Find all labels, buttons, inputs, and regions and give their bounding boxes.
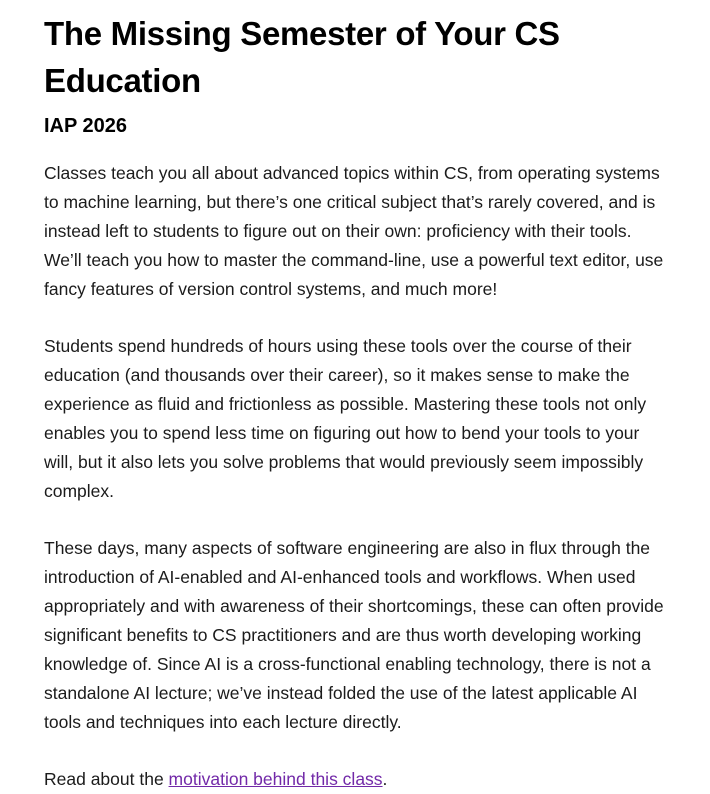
- tools-benefit-paragraph: Students spend hundreds of hours using these tools over the course of their education (and thousands over their career), so it makes sense to make the experience as fluid and frictionless as possible. Mastering these tools not only enables you to spend less time on figuring out how to bend your tools to your will, but it also lets you solve problems that would previously seem impossibly complex.: [44, 336, 647, 501]
- closing-line-prefix: Read about the: [44, 769, 169, 789]
- motivation-link[interactable]: motivation behind this class: [168, 769, 383, 789]
- page-title: The Missing Semester of Your CS Education: [44, 15, 560, 99]
- ai-tools-paragraph: These days, many aspects of software engineering are also in flux through the introduction of AI-enabled and AI-enhanced tools and workflows. When used appropriately and with awareness of their shortcomings, these can often provide significant benefits to CS practitioners and are thus worth developing working knowledge of. Since AI is a cross-functional enabling technology, there is not a standalone AI lecture; we’ve instead folded the use of the latest applicable AI tools and techniques into each lecture directly.: [44, 538, 664, 732]
- closing-line: [44, 765, 666, 794]
- intro-paragraph: Classes teach you all about advanced topics within CS, from operating systems to machine learning, but there’s one critical subject that’s rarely covered, and is instead left to students to figure out on their own: proficiency with their tools. We’ll teach you how to master the command-line, use a powerful text editor, use fancy features of version control systems, and much more!: [44, 163, 664, 299]
- closing-line-suffix: .: [382, 769, 388, 789]
- page-content: [44, 0, 666, 794]
- page-subtitle: IAP 2026: [44, 115, 128, 137]
